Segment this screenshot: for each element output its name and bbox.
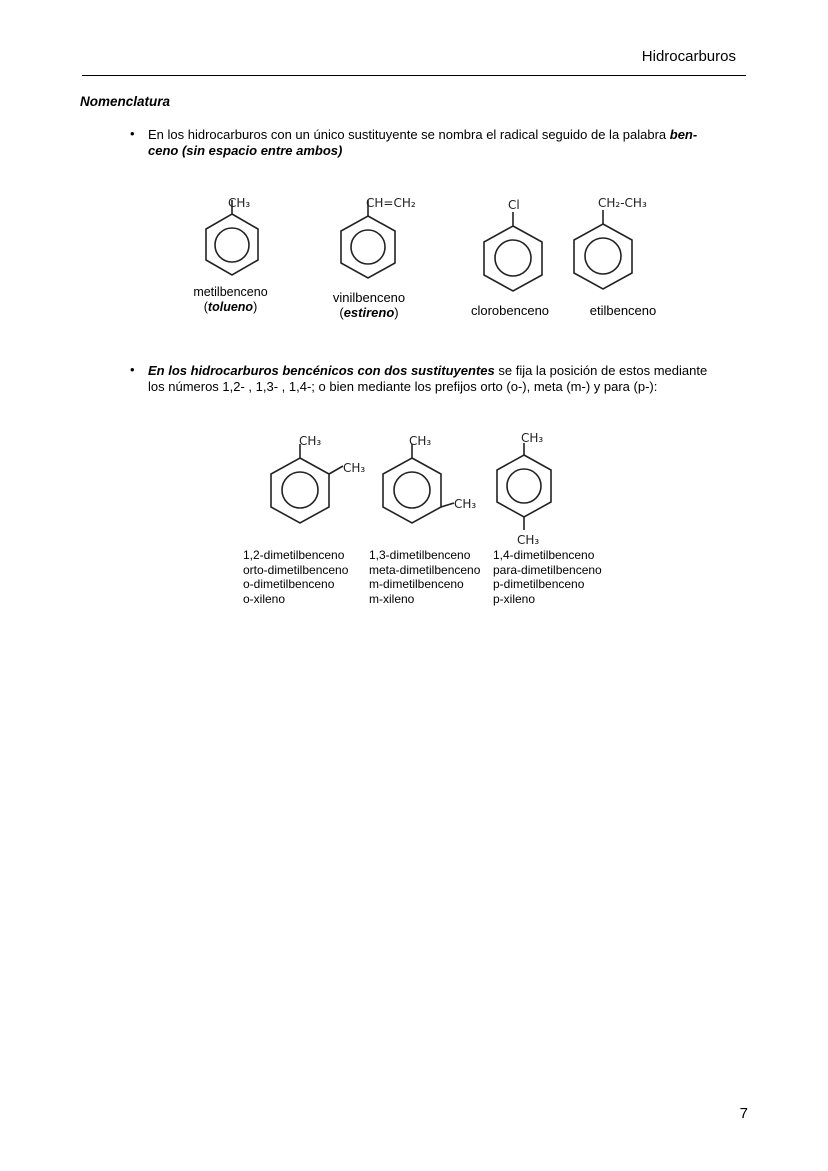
- toluene-alt-name: tolueno: [207, 300, 254, 314]
- m-xylene-name: m-xileno: [369, 591, 415, 606]
- o-xylene-name: o-xileno: [243, 591, 286, 606]
- toluene-substituent: CH₃: [228, 196, 251, 210]
- o-xylene-structure: [271, 434, 365, 523]
- ethylbenzene-name: etilbenceno: [589, 303, 657, 318]
- p-xylene-name: p-xileno: [493, 591, 536, 606]
- p-xylene-structure: [497, 431, 551, 547]
- m-xylene-group-1: CH₃: [409, 434, 432, 448]
- p-xylene-name: p-dimetilbenceno: [493, 577, 585, 591]
- o-xylene-name: 1,2-dimetilbenceno: [243, 548, 345, 562]
- styrene-caption: vinilbenceno (estireno): [305, 290, 433, 320]
- mono-structures: [0, 0, 828, 340]
- chlorobenzene-name: clorobenceno: [470, 303, 550, 318]
- bullet-marker: •: [130, 126, 135, 141]
- chlorobenzene-structure: [484, 198, 542, 291]
- m-xylene-name: 1,3-dimetilbenceno: [369, 548, 471, 562]
- ethylbenzene-structure: [574, 196, 647, 289]
- m-xylene-structure: [383, 434, 476, 523]
- section-title: Nomenclatura: [80, 94, 171, 109]
- o-xylene-name: o-dimetilbenceno: [243, 577, 335, 591]
- toluene-caption: metilbenceno (tolueno): [168, 285, 293, 315]
- styrene-alt-name: estireno: [343, 305, 395, 320]
- o-xylene-group-1: CH₃: [299, 434, 322, 448]
- p-xylene-name: 1,4-dimetilbenceno: [493, 548, 595, 562]
- bullet1-text: En los hidrocarburos con un único sustituyente se nombra el radical seguido de la palabra: [148, 127, 670, 142]
- bullet-marker: •: [130, 362, 135, 377]
- p-xylene-group-2: CH₃: [517, 533, 540, 547]
- bullet1-emphasis-1: ben-: [669, 127, 698, 142]
- styrene-structure: [341, 196, 416, 278]
- bullet2-text-2: los números 1,2- , 1,3- , 1,4-; o bien mediante los prefijos orto (o-), meta (m-) y para (p-):: [148, 379, 658, 394]
- m-xylene-name: m-dimetilbenceno: [369, 577, 464, 591]
- bullet2-text-1: se fija la posición de estos mediante: [494, 363, 708, 378]
- di-structures: [0, 400, 828, 550]
- p-xylene-group-1: CH₃: [521, 431, 544, 445]
- o-xylene-group-2: CH₃: [343, 461, 366, 475]
- header-title: Hidrocarburos: [641, 48, 736, 65]
- ethylbenzene-substituent: CH₂-CH₃: [598, 196, 647, 210]
- bullet2-paragraph: [148, 363, 748, 395]
- o-xylene-names: [243, 548, 348, 606]
- chlorobenzene-substituent: Cl: [508, 198, 520, 212]
- bullet2-emphasis: En los hidrocarburos bencénicos con dos sustituyentes: [148, 363, 495, 378]
- bullet1-emphasis-2: ceno (sin espacio entre ambos): [148, 143, 343, 158]
- styrene-substituent: CH=CH₂: [366, 196, 416, 210]
- p-xylene-name: para-dimetilbenceno: [493, 562, 602, 577]
- m-xylene-names: [369, 548, 480, 606]
- m-xylene-name: meta-dimetilbenceno: [369, 562, 481, 577]
- page-number: 7: [739, 1105, 748, 1122]
- styrene-name: vinilbenceno: [332, 290, 406, 305]
- p-xylene-names: [493, 548, 602, 606]
- toluene-name: metilbenceno: [193, 285, 268, 299]
- m-xylene-group-2: CH₃: [454, 497, 477, 511]
- toluene-structure: [206, 196, 258, 275]
- o-xylene-name: orto-dimetilbenceno: [243, 562, 349, 577]
